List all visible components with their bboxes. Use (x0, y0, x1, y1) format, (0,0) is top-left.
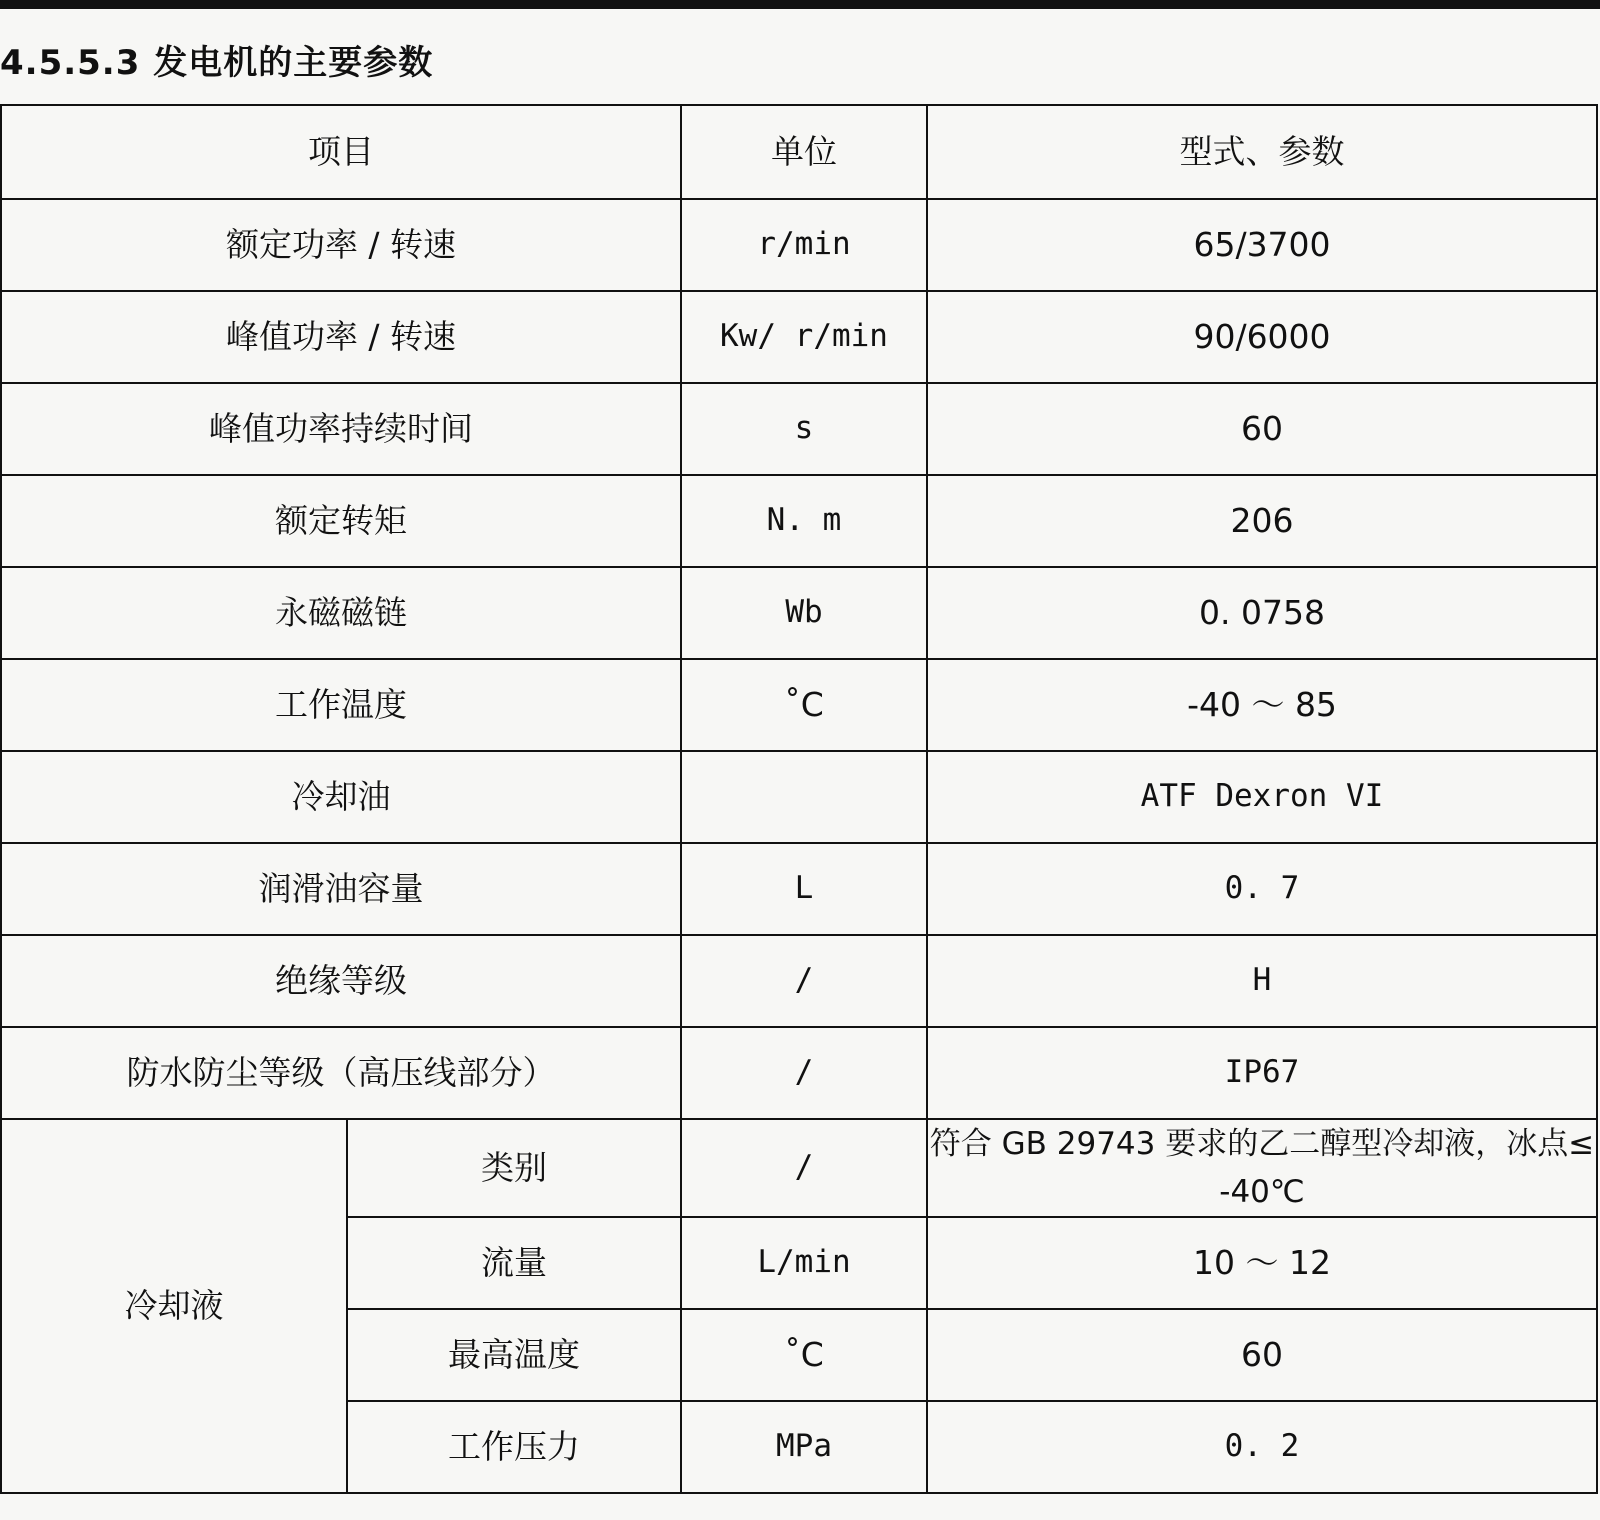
row-item: 冷却油 (1, 751, 681, 843)
table-row (1, 199, 1597, 291)
row-item: 绝缘等级 (1, 935, 681, 1027)
row-item: 峰值功率持续时间 (1, 383, 681, 475)
row-value: IP67 (927, 1027, 1597, 1119)
row-item: 工作压力 (347, 1401, 681, 1493)
header-item: 项目 (1, 105, 681, 199)
row-unit: r/min (681, 199, 927, 291)
coolant-group-label: 冷却液 (1, 1119, 347, 1493)
row-value: 0. 2 (927, 1401, 1597, 1493)
row-unit: / (681, 1119, 927, 1217)
row-unit: L (681, 843, 927, 935)
table-row (1, 843, 1597, 935)
row-value: 60 (927, 383, 1597, 475)
row-value: H (927, 935, 1597, 1027)
row-value: 符合 GB 29743 要求的乙二醇型冷却液，冰点≤ -40℃ (927, 1119, 1597, 1217)
row-unit: / (681, 935, 927, 1027)
header-value: 型式、参数 (927, 105, 1597, 199)
row-unit: s (681, 383, 927, 475)
row-item: 峰值功率 / 转速 (1, 291, 681, 383)
row-unit: L/min (681, 1217, 927, 1309)
table-row (1, 475, 1597, 567)
header-unit: 单位 (681, 105, 927, 199)
row-item: 永磁磁链 (1, 567, 681, 659)
row-value: 65/3700 (927, 199, 1597, 291)
row-unit: ˚C (681, 659, 927, 751)
row-value: -40 ～ 85 (927, 659, 1597, 751)
top-rule (0, 0, 1600, 9)
row-value: 206 (927, 475, 1597, 567)
row-value: 0. 7 (927, 843, 1597, 935)
row-unit: MPa (681, 1401, 927, 1493)
row-item: 工作温度 (1, 659, 681, 751)
row-item: 额定转矩 (1, 475, 681, 567)
table-row (1, 567, 1597, 659)
row-item: 额定功率 / 转速 (1, 199, 681, 291)
table-row (1, 1027, 1597, 1119)
table-header-row (1, 105, 1597, 199)
table-row (1, 935, 1597, 1027)
row-unit: Kw/ r/min (681, 291, 927, 383)
row-unit (681, 751, 927, 843)
row-item: 润滑油容量 (1, 843, 681, 935)
row-unit: Wb (681, 567, 927, 659)
row-unit: ˚C (681, 1309, 927, 1401)
table-row (1, 659, 1597, 751)
row-item: 类别 (347, 1119, 681, 1217)
row-unit: / (681, 1027, 927, 1119)
row-unit: N. m (681, 475, 927, 567)
row-value: 60 (927, 1309, 1597, 1401)
row-item: 流量 (347, 1217, 681, 1309)
row-item: 最高温度 (347, 1309, 681, 1401)
row-item: 防水防尘等级（高压线部分） (1, 1027, 681, 1119)
generator-parameters-table (0, 104, 1598, 1494)
table-row (1, 291, 1597, 383)
row-value: 10 ～ 12 (927, 1217, 1597, 1309)
row-value: ATF Dexron VI (927, 751, 1597, 843)
row-value: 90/6000 (927, 291, 1597, 383)
section-title: 4.5.5.3 发电机的主要参数 (0, 43, 434, 83)
table-row (1, 751, 1597, 843)
table-row (1, 383, 1597, 475)
row-value: 0. 0758 (927, 567, 1597, 659)
table-row (1, 1119, 1597, 1217)
